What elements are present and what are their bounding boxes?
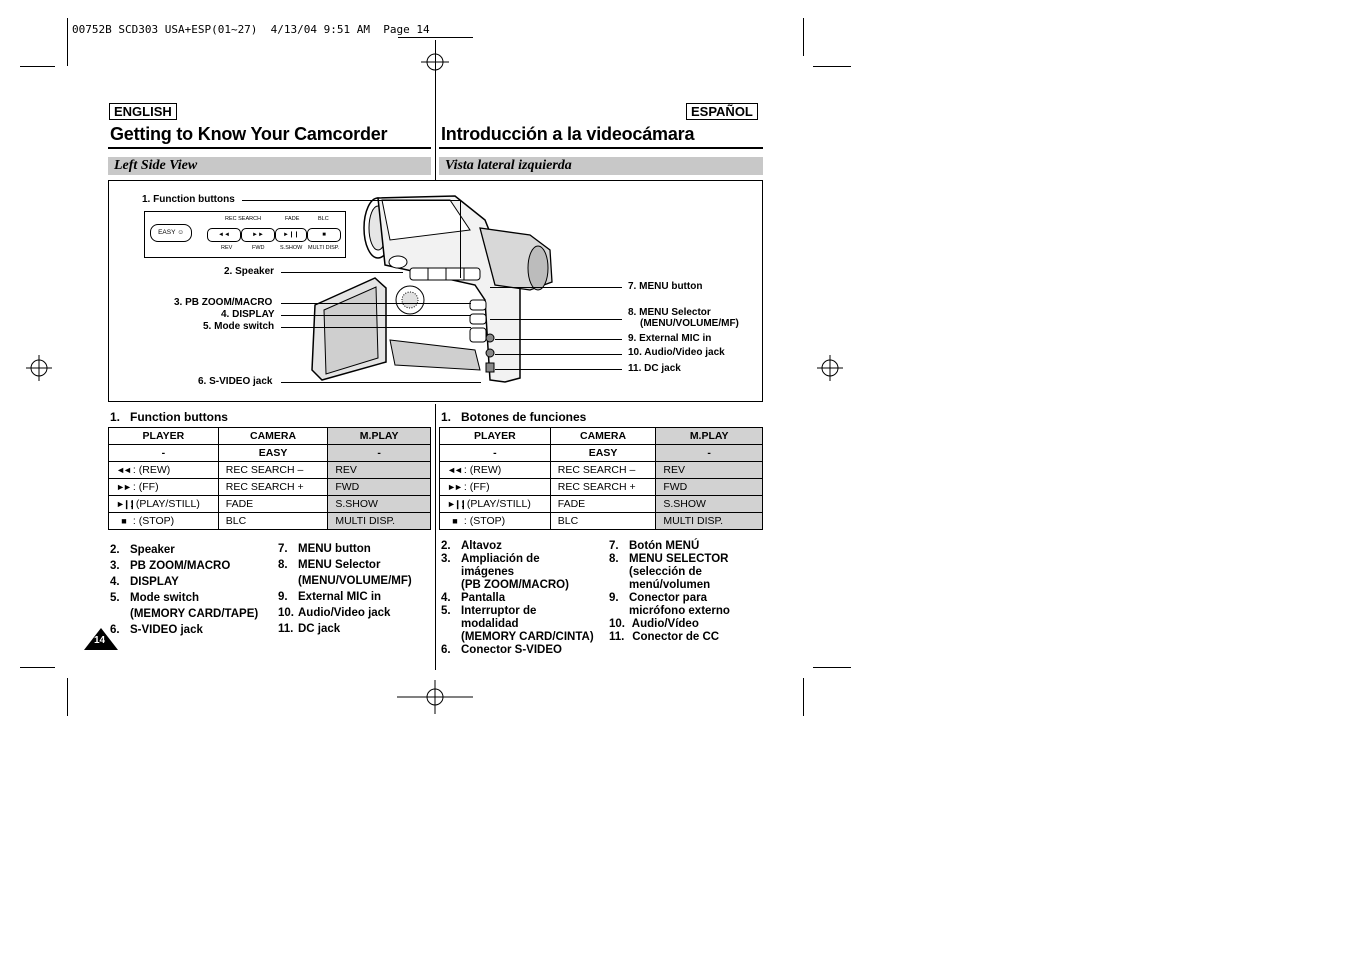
registration-mark-right [817, 355, 843, 381]
stop-icon: ■ [121, 516, 125, 526]
item-text: MENU Selector [298, 559, 381, 571]
rec-search-label: REC SEARCH [225, 216, 262, 222]
cell-mplay: FWD [656, 479, 763, 496]
item-text: Audio/Vídeo [629, 618, 699, 630]
item-text: Mode switch [130, 592, 200, 604]
cell-camera: REC SEARCH + [218, 479, 328, 496]
item-text: DC jack [298, 623, 341, 635]
item-number: 4. [441, 592, 451, 604]
callout-menu-selector-detail: (MENU/VOLUME/MF) [640, 318, 739, 329]
cell-camera: BLC [550, 513, 656, 530]
spanish-subtitle: Vista lateral izquierda [439, 157, 763, 175]
crop-mark [813, 66, 851, 67]
page-number: 14 [94, 635, 106, 646]
cell-mplay: S.SHOW [656, 496, 763, 513]
list-item [441, 540, 594, 553]
item-number [609, 566, 629, 579]
callout-dc-jack: 11. DC jack [628, 363, 681, 374]
item-text: Conector S-VIDEO [461, 644, 562, 656]
list-item [441, 605, 594, 618]
item-text: Audio/Video jack [298, 607, 391, 619]
list-item [278, 541, 412, 557]
item-text: Altavoz [461, 540, 502, 552]
fade-label: FADE [285, 216, 300, 222]
item-number: 2. [110, 544, 120, 556]
center-divider [435, 40, 436, 180]
multi-disp-label: MULTI DISP. [308, 245, 340, 251]
item-number: 6. [441, 644, 451, 656]
rev-label: REV [221, 245, 233, 251]
callout-display: 4. DISPLAY [221, 309, 275, 320]
item-number [441, 566, 461, 579]
item-number [441, 631, 461, 644]
cell-player-text: : (FF) [463, 481, 490, 493]
list-item [441, 644, 594, 657]
list-item [609, 579, 730, 592]
cell-player [109, 462, 219, 479]
cell-camera: REC SEARCH – [550, 462, 656, 479]
cell-player-text: : (PLAY/STILL) [461, 498, 531, 510]
item-text: External MIC in [298, 591, 382, 603]
cell-player [109, 496, 219, 513]
table-row [440, 496, 763, 513]
item-number: 2. [441, 540, 451, 552]
item-number: 9. [609, 592, 619, 604]
callout-audio-video-jack: 10. Audio/Video jack [628, 347, 725, 358]
item-number: 11. [609, 631, 625, 643]
table-row [440, 513, 763, 530]
item-text: (MENU/VOLUME/MF) [298, 575, 412, 587]
cell-player [109, 513, 219, 530]
list-item [609, 592, 730, 605]
crop-mark [67, 18, 68, 66]
table-header-row [109, 428, 431, 445]
item-number [441, 579, 461, 592]
table-row [109, 462, 431, 479]
callout-pb-zoom-macro: 3. PB ZOOM/MACRO [174, 297, 273, 308]
fast-forward-icon: ►► [447, 482, 461, 492]
item-text: (PB ZOOM/MACRO) [461, 579, 569, 591]
item-text: DISPLAY [130, 576, 179, 588]
item-number [441, 618, 461, 631]
cell-mplay: S.SHOW [328, 496, 431, 513]
item-text: Conector de CC [629, 631, 720, 643]
print-header: 00752B SCD303 USA+ESP(01~27) 4/13/04 9:51 AM Page 14 [72, 23, 430, 36]
spanish-section-heading: 1. Botones de funciones [441, 410, 587, 424]
item-text: (MEMORY CARD/CINTA) [461, 631, 594, 643]
table-row [109, 496, 431, 513]
table-row [109, 513, 431, 530]
crop-mark [67, 678, 68, 716]
list-item [609, 553, 730, 566]
table-row [440, 445, 763, 462]
callout-s-video-jack: 6. S-VIDEO jack [198, 376, 273, 387]
item-text: (MEMORY CARD/TAPE) [130, 608, 259, 620]
item-number: 6. [110, 624, 120, 636]
leader-line [281, 315, 471, 316]
item-text: PB ZOOM/MACRO [130, 560, 231, 572]
print-header-underline [398, 37, 473, 38]
cell-player-text: : (STOP) [463, 515, 506, 527]
cell-camera: BLC [218, 513, 328, 530]
list-item [441, 592, 594, 605]
cell-mplay: REV [328, 462, 431, 479]
cell-player-text: : (PLAY/STILL) [130, 498, 200, 510]
cell-player [440, 513, 551, 530]
cell-camera: EASY [550, 445, 656, 462]
spanish-label: ESPAÑOL [686, 103, 758, 120]
table-row [440, 479, 763, 496]
crop-mark [20, 66, 55, 67]
table-row [109, 479, 431, 496]
english-section-heading: 1. Function buttons [110, 410, 228, 424]
list-item [278, 589, 412, 605]
item-number: 8. [609, 553, 619, 565]
cell-mplay: MULTI DISP. [328, 513, 431, 530]
leader-line [281, 303, 471, 304]
item-text: modalidad [461, 618, 519, 630]
spanish-list-right [609, 540, 730, 644]
table-row [109, 445, 431, 462]
cell-player-text: : (FF) [132, 481, 159, 493]
rewind-icon: ◄◄ [116, 465, 130, 475]
list-item [441, 618, 594, 631]
list-item [609, 618, 730, 631]
cell-camera: FADE [550, 496, 656, 513]
header-camera: CAMERA [550, 428, 656, 445]
cell-camera: EASY [218, 445, 328, 462]
stop-icon: ■ [452, 516, 456, 526]
english-list-right [278, 541, 412, 637]
cell-mplay: - [328, 445, 431, 462]
list-item [441, 579, 594, 592]
spanish-function-table [439, 427, 763, 530]
header-player: PLAYER [109, 428, 219, 445]
item-number: 8. [278, 559, 288, 571]
item-number: 3. [110, 560, 120, 572]
item-number: 10. [278, 607, 294, 619]
fwd-label: FWD [252, 245, 265, 251]
item-text: MENU SELECTOR [629, 553, 729, 565]
leader-line [281, 382, 481, 383]
spanish-title: Introducción a la videocámara [441, 124, 695, 144]
leader-line [490, 287, 622, 288]
item-number: 7. [609, 540, 619, 552]
rew-button: ◄◄ [207, 228, 241, 242]
list-item [110, 622, 258, 638]
header-camera: CAMERA [218, 428, 328, 445]
list-item [278, 573, 412, 589]
cell-camera: REC SEARCH + [550, 479, 656, 496]
cell-camera: REC SEARCH – [218, 462, 328, 479]
header-player: PLAYER [440, 428, 551, 445]
list-item [441, 631, 594, 644]
list-item [110, 590, 258, 606]
callout-function-buttons: 1. Function buttons [142, 194, 235, 205]
leader-line [495, 369, 622, 370]
spanish-title-rule [439, 147, 763, 149]
list-item [609, 540, 730, 553]
table-row [440, 462, 763, 479]
fast-forward-icon: ►► [116, 482, 130, 492]
center-divider-lower [435, 404, 436, 670]
easy-button: EASY ☺ [150, 224, 192, 242]
leader-line [495, 339, 622, 340]
crop-mark [20, 667, 55, 668]
item-text: micrófono externo [629, 605, 730, 617]
list-item [609, 631, 730, 644]
sshow-label: S.SHOW [280, 245, 303, 251]
item-number: 7. [278, 543, 288, 555]
item-text: MENU button [298, 543, 371, 555]
crop-mark [803, 18, 804, 56]
cell-mplay: FWD [328, 479, 431, 496]
table-header-row [440, 428, 763, 445]
cell-player-text: : (STOP) [132, 515, 175, 527]
ff-button: ►► [241, 228, 275, 242]
list-item [278, 605, 412, 621]
english-title-rule [108, 147, 431, 149]
cell-player: - [440, 445, 551, 462]
registration-mark-left [26, 355, 52, 381]
list-item [278, 557, 412, 573]
cell-player [109, 479, 219, 496]
english-list-left [110, 542, 258, 638]
leader-line [281, 327, 471, 328]
cell-player-text: : (REW) [132, 464, 171, 476]
cell-player [440, 462, 551, 479]
crop-mark [813, 667, 851, 668]
cell-camera: FADE [218, 496, 328, 513]
callout-menu-selector: 8. MENU Selector [628, 307, 711, 318]
item-text: Botón MENÚ [629, 540, 700, 552]
item-number: 5. [441, 605, 451, 617]
item-text: Conector para [629, 592, 707, 604]
callout-menu-button: 7. MENU button [628, 281, 703, 292]
leader-line [242, 200, 460, 201]
english-title: Getting to Know Your Camcorder [110, 124, 388, 144]
cell-player [440, 479, 551, 496]
item-number [278, 573, 298, 589]
cell-player-text: : (REW) [463, 464, 502, 476]
list-item [110, 574, 258, 590]
crop-mark [803, 678, 804, 716]
item-text: Pantalla [461, 592, 506, 604]
cell-mplay: REV [656, 462, 763, 479]
leader-line [460, 200, 461, 278]
cell-mplay: - [656, 445, 763, 462]
list-item [110, 542, 258, 558]
english-function-table [108, 427, 431, 530]
play-still-button: ►❙❙ [275, 228, 307, 242]
leader-line [495, 354, 622, 355]
item-number: 4. [110, 576, 120, 588]
leader-line [281, 272, 403, 273]
leader-line [490, 319, 622, 320]
item-text: menú/volumen [629, 579, 711, 591]
play-pause-icon: ►❙❙ [116, 499, 134, 509]
callout-speaker: 2. Speaker [224, 266, 275, 277]
play-pause-icon: ►❙❙ [447, 499, 465, 509]
cell-player [440, 496, 551, 513]
item-number: 9. [278, 591, 288, 603]
list-item [110, 606, 258, 622]
cell-mplay: MULTI DISP. [656, 513, 763, 530]
list-item [110, 558, 258, 574]
item-text: Speaker [130, 544, 175, 556]
english-subtitle: Left Side View [108, 157, 431, 175]
function-button-panel [144, 211, 346, 258]
stop-button: ■ [307, 228, 341, 242]
list-item [609, 605, 730, 618]
item-text: Interruptor de [461, 605, 537, 617]
item-number: 10. [609, 618, 625, 630]
rewind-icon: ◄◄ [447, 465, 461, 475]
item-text: S-VIDEO jack [130, 624, 203, 636]
blc-label: BLC [318, 216, 329, 222]
item-number [609, 579, 629, 592]
item-number: 5. [110, 592, 120, 604]
list-item [609, 566, 730, 579]
item-text: Ampliación de [461, 553, 540, 565]
callout-external-mic: 9. External MIC in [628, 333, 712, 344]
list-item [441, 566, 594, 579]
item-text: imágenes [461, 566, 515, 578]
english-label: ENGLISH [109, 103, 177, 120]
spanish-list-left [441, 540, 594, 657]
header-mplay: M.PLAY [656, 428, 763, 445]
item-number [110, 606, 130, 622]
item-number [609, 605, 629, 618]
cell-player: - [109, 445, 219, 462]
item-text: (selección de [629, 566, 702, 578]
callout-mode-switch: 5. Mode switch [203, 321, 275, 332]
header-mplay: M.PLAY [328, 428, 431, 445]
list-item [278, 621, 412, 637]
item-number: 3. [441, 553, 451, 565]
item-number: 11. [278, 623, 294, 635]
list-item [441, 553, 594, 566]
registration-mark-bottom [397, 680, 473, 714]
